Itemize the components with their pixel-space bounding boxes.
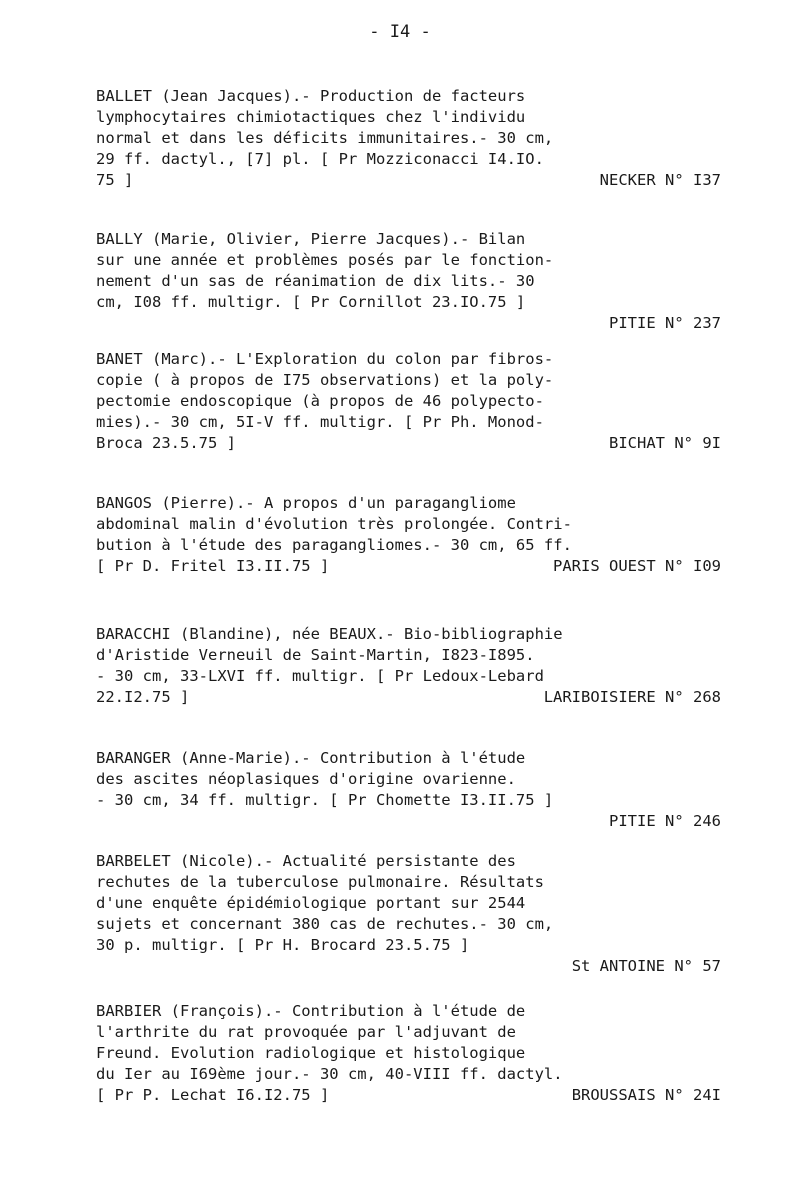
entry-line: rechutes de la tuberculose pulmonaire. Résultats	[96, 873, 544, 891]
entry-location: NECKER N° I37	[599, 171, 721, 189]
entry-line: l'arthrite du rat provoquée par l'adjuvant de	[96, 1023, 516, 1041]
entry-baranger	[96, 748, 721, 832]
entry-line: Freund. Evolution radiologique et histologique	[96, 1044, 526, 1062]
entry-line: BARBELET (Nicole).- Actualité persistante des	[96, 852, 516, 870]
entry-location: BICHAT N° 9I	[609, 434, 721, 452]
entry-last-line	[96, 556, 721, 577]
entry-last-line	[96, 811, 721, 832]
entry-line: BANGOS (Pierre).- A propos d'un paragangliome	[96, 494, 516, 512]
entry-last-line	[96, 313, 721, 334]
entry-last-line	[96, 433, 721, 454]
entry-location: BROUSSAIS N° 24I	[571, 1086, 721, 1104]
entry-ballet	[96, 86, 721, 191]
entry-ref: 22.I2.75 ]	[96, 688, 190, 706]
entry-line: BANET (Marc).- L'Exploration du colon par fibros-	[96, 350, 554, 368]
entry-line: sujets et concernant 380 cas de rechutes.- 30 cm,	[96, 915, 554, 933]
entry-ref: 75 ]	[96, 171, 134, 189]
entry-location: PARIS OUEST N° I09	[553, 557, 721, 575]
entry-line: d'Aristide Verneuil de Saint-Martin, I823-I895.	[96, 646, 535, 664]
entry-line: copie ( à propos de I75 observations) et la poly-	[96, 371, 554, 389]
entry-line: bution à l'étude des paragangliomes.- 30 cm, 65 ff.	[96, 536, 572, 554]
entry-last-line	[96, 170, 721, 191]
entry-line: lymphocytaires chimiotactiques chez l'individu	[96, 108, 526, 126]
entry-line: pectomie endoscopique (à propos de 46 polypecto-	[96, 392, 544, 410]
entry-barbier	[96, 1001, 721, 1106]
entry-line: - 30 cm, 34 ff. multigr. [ Pr Chomette I3.II.75 ]	[96, 791, 554, 809]
entry-line: BARANGER (Anne-Marie).- Contribution à l'étude	[96, 749, 526, 767]
entry-line: normal et dans les déficits immunitaires.- 30 cm,	[96, 129, 554, 147]
entry-banet	[96, 349, 721, 454]
entry-line: BARACCHI (Blandine), née BEAUX.- Bio-bibliographie	[96, 625, 563, 643]
entry-line: 29 ff. dactyl., [7] pl. [ Pr Mozziconacci I4.IO.	[96, 150, 544, 168]
entry-barbelet	[96, 851, 721, 977]
entry-ref: Broca 23.5.75 ]	[96, 434, 236, 452]
entry-last-line	[96, 1085, 721, 1106]
entry-line: BARBIER (François).- Contribution à l'étude de	[96, 1002, 526, 1020]
entry-baracchi	[96, 624, 721, 708]
entry-line: sur une année et problèmes posés par le fonction-	[96, 251, 554, 269]
entry-line: abdominal malin d'évolution très prolongée. Contri-	[96, 515, 572, 533]
entry-line: 30 p. multigr. [ Pr H. Brocard 23.5.75 ]	[96, 936, 470, 954]
entry-line: mies).- 30 cm, 5I-V ff. multigr. [ Pr Ph. Monod-	[96, 413, 544, 431]
entry-location: LARIBOISIERE N° 268	[543, 688, 721, 706]
entry-last-line	[96, 687, 721, 708]
entry-location: PITIE N° 237	[609, 314, 721, 332]
page-number: - I4 -	[369, 22, 431, 42]
entry-bally	[96, 229, 721, 334]
entry-last-line	[96, 956, 721, 977]
entry-line: des ascites néoplasiques d'origine ovarienne.	[96, 770, 516, 788]
entry-line: du Ier au I69ème jour.- 30 cm, 40-VIII ff. dactyl.	[96, 1065, 563, 1083]
entry-line: cm, I08 ff. multigr. [ Pr Cornillot 23.IO.75 ]	[96, 293, 526, 311]
entry-line: - 30 cm, 33-LXVI ff. multigr. [ Pr Ledoux-Lebard	[96, 667, 544, 685]
entry-location: St ANTOINE N° 57	[571, 957, 721, 975]
entry-line: BALLET (Jean Jacques).- Production de facteurs	[96, 87, 526, 105]
entry-location: PITIE N° 246	[609, 812, 721, 830]
entry-line: d'une enquête épidémiologique portant sur 2544	[96, 894, 526, 912]
entry-ref: [ Pr D. Fritel I3.II.75 ]	[96, 557, 330, 575]
entry-line: BALLY (Marie, Olivier, Pierre Jacques).- Bilan	[96, 230, 526, 248]
entry-line: nement d'un sas de réanimation de dix lits.- 30	[96, 272, 535, 290]
entry-bangos	[96, 493, 721, 577]
entry-ref: [ Pr P. Lechat I6.I2.75 ]	[96, 1086, 330, 1104]
